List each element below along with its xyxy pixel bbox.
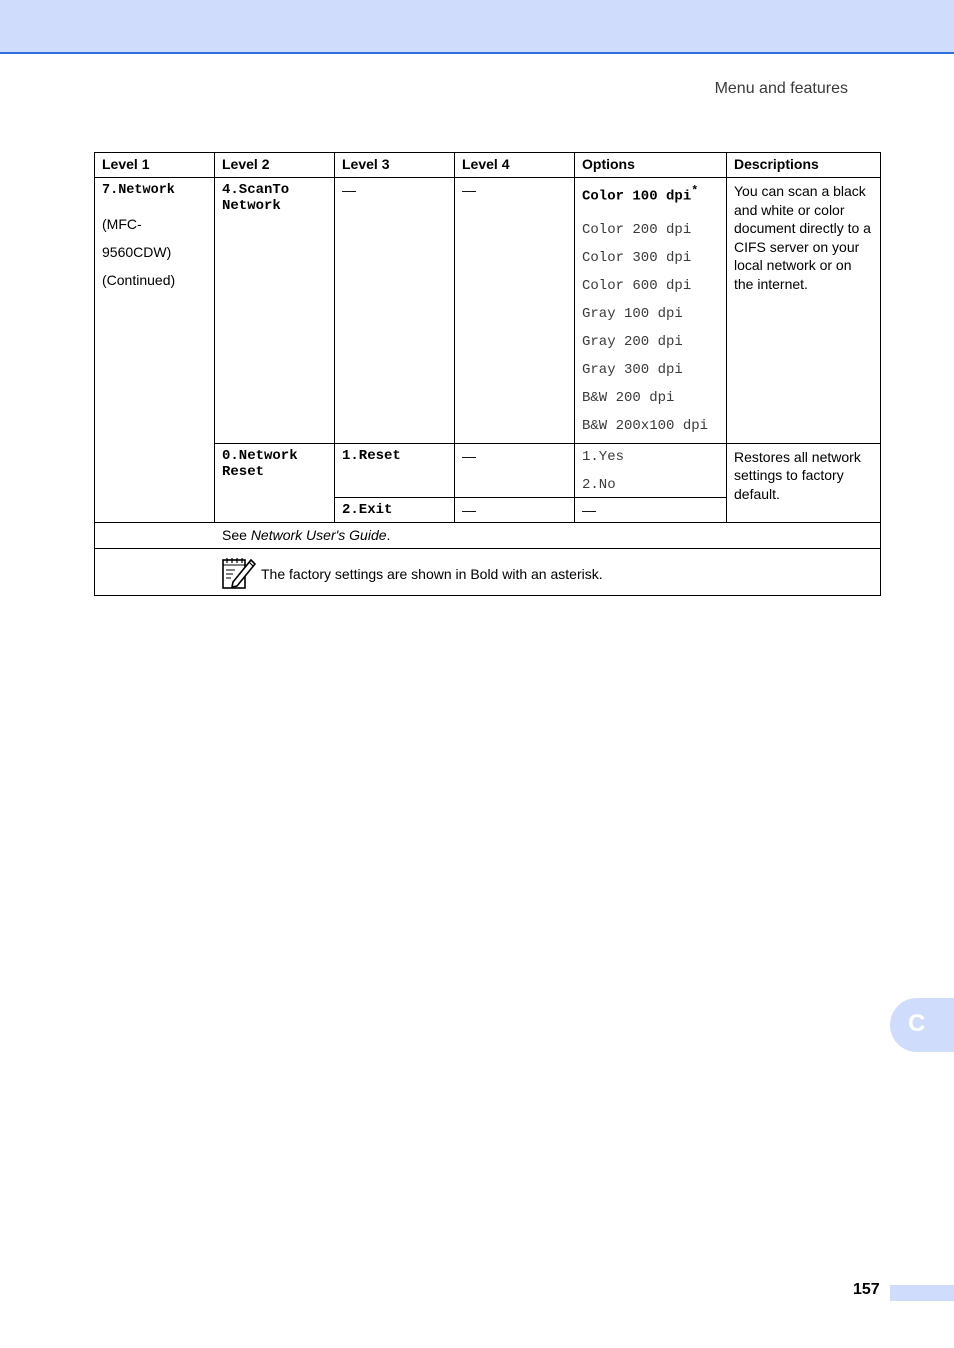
- reset-options-cell: [575, 443, 727, 497]
- option-label: Color 100 dpi: [582, 188, 692, 205]
- see-suffix: .: [386, 526, 391, 543]
- reset-level4: —: [455, 443, 575, 497]
- note-row: [95, 548, 881, 595]
- column-header-level1: Level 1: [95, 153, 215, 178]
- option-item: Color 600 dpi: [582, 277, 692, 294]
- guide-title: Network User's Guide: [250, 526, 387, 543]
- column-header-level4: Level 4: [455, 153, 575, 178]
- running-header-title: Menu and features: [714, 80, 848, 97]
- see-guide-cell: [95, 522, 881, 548]
- menu-table: [94, 152, 881, 596]
- level1-label: 7.Network: [102, 183, 175, 198]
- option-item: Gray 100 dpi: [582, 305, 683, 322]
- table-row: [95, 178, 881, 444]
- level1-cell: [95, 178, 215, 523]
- option-item: Color 300 dpi: [582, 249, 692, 266]
- reset-description: Restores all network settings to factory default.: [727, 443, 881, 522]
- default-asterisk: *: [691, 184, 699, 198]
- exit-level4: —: [455, 497, 575, 522]
- page-number: 157: [853, 1281, 880, 1298]
- column-header-options: Options: [575, 153, 727, 178]
- footer-bar: [890, 1285, 954, 1301]
- level1-continued: (Continued): [102, 272, 176, 288]
- scanto-level2: 4.ScanTo Network: [215, 178, 335, 444]
- note-pencil-icon: [221, 554, 257, 590]
- option-item: B&W 200x100 dpi: [582, 417, 709, 434]
- top-header-band: [0, 0, 954, 54]
- note-wrap: [221, 554, 874, 590]
- exit-level3: 2.Exit: [335, 497, 455, 522]
- option-item: 2.No: [582, 476, 616, 493]
- option-item: [582, 182, 720, 206]
- reset-level2: 0.Network Reset: [215, 443, 335, 522]
- option-item: Gray 300 dpi: [582, 361, 683, 378]
- scanto-level3: —: [335, 178, 455, 444]
- note-text: The factory settings are shown in Bold with an asterisk.: [261, 565, 603, 582]
- scanto-level4: —: [455, 178, 575, 444]
- column-header-level3: Level 3: [335, 153, 455, 178]
- column-header-level2: Level 2: [215, 153, 335, 178]
- option-item: Color 200 dpi: [582, 221, 692, 238]
- see-guide-row: [95, 522, 881, 548]
- scanto-description: You can scan a black and white or color document directly to a CIFS server on your local network or on the internet.: [727, 178, 881, 444]
- chapter-tab: [890, 998, 954, 1052]
- column-header-descriptions: Descriptions: [727, 153, 881, 178]
- table-header-row: [95, 153, 881, 178]
- option-item: B&W 200 dpi: [582, 389, 675, 406]
- level1-model: (MFC-9560CDW): [102, 216, 172, 260]
- see-prefix: See: [222, 526, 251, 543]
- scanto-options-cell: [575, 178, 727, 444]
- reset-level3: 1.Reset: [335, 443, 455, 497]
- chapter-letter: C: [908, 1010, 926, 1037]
- exit-options: —: [575, 497, 727, 522]
- option-item: Gray 200 dpi: [582, 333, 683, 350]
- note-cell: [95, 548, 881, 595]
- option-item: 1.Yes: [582, 448, 625, 465]
